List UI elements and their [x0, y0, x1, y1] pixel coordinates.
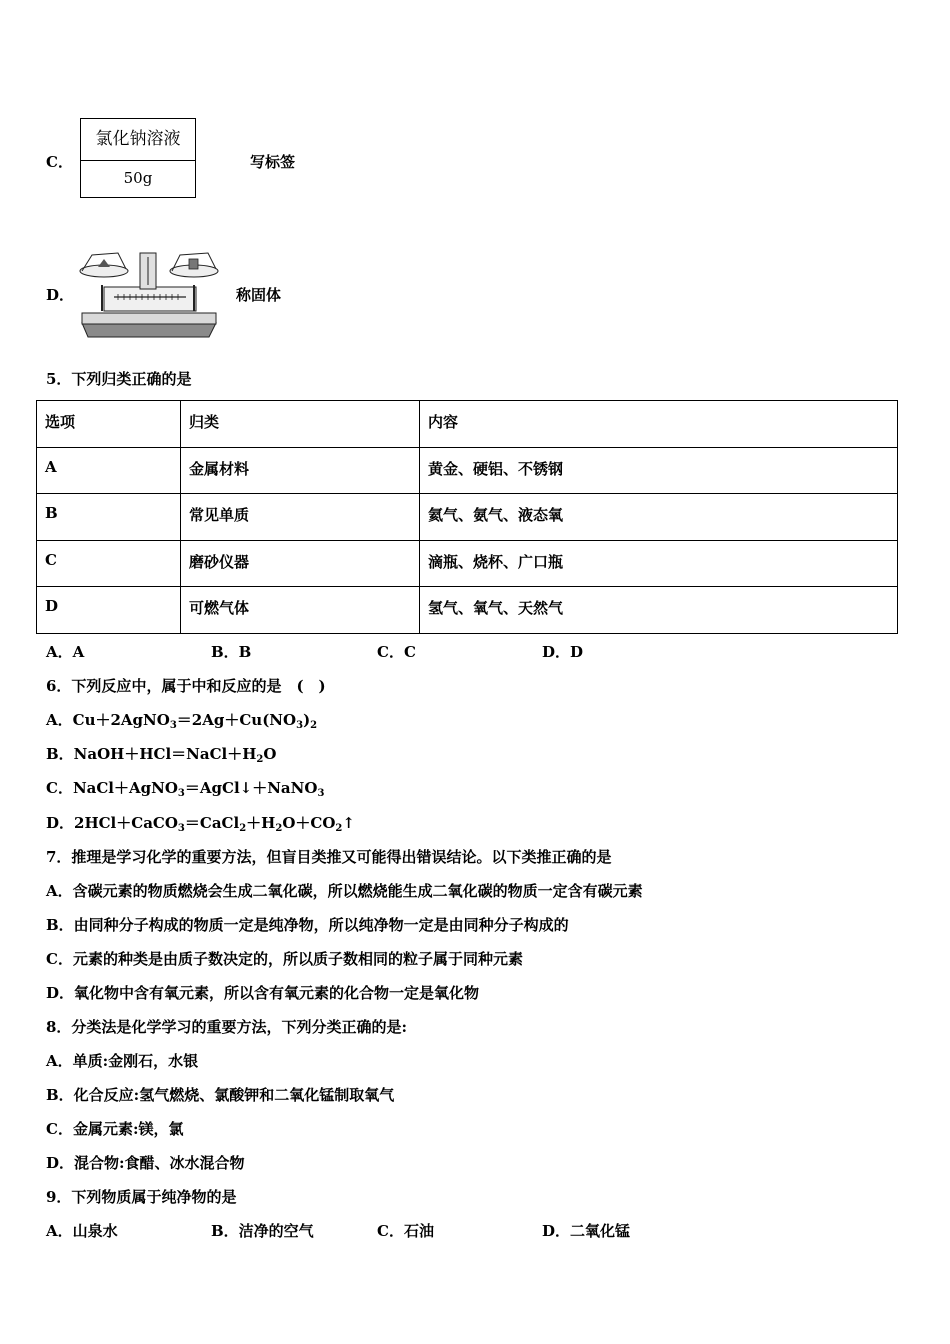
question-9-title: 9．下列物质属于纯净物的是 — [46, 1188, 237, 1206]
q5-answer-b: B．B — [211, 643, 252, 661]
table-cell: 可燃气体 — [181, 587, 420, 634]
table-row — [37, 494, 898, 541]
table-row — [37, 447, 898, 494]
q6-option-d: D．$2HCl+CaCO_3=CaCl_2+H_2O+CO_2↑$ — [46, 814, 355, 834]
table-cell: D — [37, 587, 181, 634]
balance-scale-icon — [74, 245, 224, 340]
table-cell: 氦气、氨气、液态氧 — [420, 494, 898, 541]
q6-option-c: C．NaCl＋AgNO$_3$＝AgCl↓＋NaNO$_3$ — [46, 779, 325, 799]
table-cell: 常见单质 — [181, 494, 420, 541]
q6-option-b: B．$NaOH+HCl=NaCl+H_2O$ — [46, 745, 277, 765]
q5-answer-a: A．A — [46, 643, 85, 661]
question-6-title: 6．下列反应中，属于中和反应的是 ( ) — [46, 677, 326, 695]
table-header-cell: 选项 — [37, 401, 181, 448]
q9-answer-c: C．石油 — [377, 1222, 434, 1240]
q8-option-d: D．混合物:食醋、冰水混合物 — [46, 1154, 245, 1172]
label-card-line1: 氯化钠溶液 — [81, 119, 195, 161]
table-row — [37, 587, 898, 634]
table-cell: B — [37, 494, 181, 541]
q7-option-c: C．元素的种类是由质子数决定的，所以质子数相同的粒子属于同种元素 — [46, 950, 523, 968]
option-c-label: C． — [46, 153, 73, 171]
label-card-line2: 50g — [123, 169, 153, 187]
q9-answer-b: B．洁净的空气 — [211, 1222, 314, 1240]
classification-table — [36, 400, 898, 634]
q9-answer-d: D．二氧化锰 — [542, 1222, 631, 1240]
q9-answer-a: A．山泉水 — [46, 1222, 118, 1240]
question-7-title: 7．推理是学习化学的重要方法，但盲目类推又可能得出错误结论。以下类推正确的是 — [46, 848, 612, 866]
table-cell: 氢气、氧气、天然气 — [420, 587, 898, 634]
q5-answer-d: D．D — [542, 643, 584, 661]
table-cell: 黄金、硬铝、不锈钢 — [420, 447, 898, 494]
q8-option-c: C．金属元素:镁，氯 — [46, 1120, 184, 1138]
option-c-desc: 写标签 — [250, 153, 296, 171]
table-cell: 金属材料 — [181, 447, 420, 494]
q8-option-a: A．单质:金刚石，水银 — [46, 1052, 199, 1070]
q5-answer-c: C．C — [377, 643, 416, 661]
label-card-image — [80, 118, 196, 198]
table-header-cell: 内容 — [420, 401, 898, 448]
q8-option-b: B．化合反应:氢气燃烧、氯酸钾和二氧化锰制取氧气 — [46, 1086, 395, 1104]
table-cell: C — [37, 540, 181, 587]
question-5-title: 5．下列归类正确的是 — [46, 370, 192, 388]
table-row — [37, 540, 898, 587]
q7-option-d: D．氧化物中含有氧元素，所以含有氧元素的化合物一定是氧化物 — [46, 984, 480, 1002]
table-cell: 滴瓶、烧杯、广口瓶 — [420, 540, 898, 587]
table-header-row — [37, 401, 898, 448]
q6-option-a: A．$Cu+2AgNO_3=2Ag+Cu(NO_3)_2$ — [46, 711, 318, 731]
q7-option-a: A．含碳元素的物质燃烧会生成二氧化碳，所以燃烧能生成二氧化碳的物质一定含有碳元素 — [46, 882, 643, 900]
table-cell: A — [37, 447, 181, 494]
q7-option-b: B．由同种分子构成的物质一定是纯净物，所以纯净物一定是由同种分子构成的 — [46, 916, 569, 934]
option-d-desc: 称固体 — [236, 286, 282, 304]
table-header-cell: 归类 — [181, 401, 420, 448]
option-d-label: D． — [46, 286, 75, 304]
table-cell: 磨砂仪器 — [181, 540, 420, 587]
question-8-title: 8．分类法是化学学习的重要方法，下列分类正确的是: — [46, 1018, 407, 1036]
